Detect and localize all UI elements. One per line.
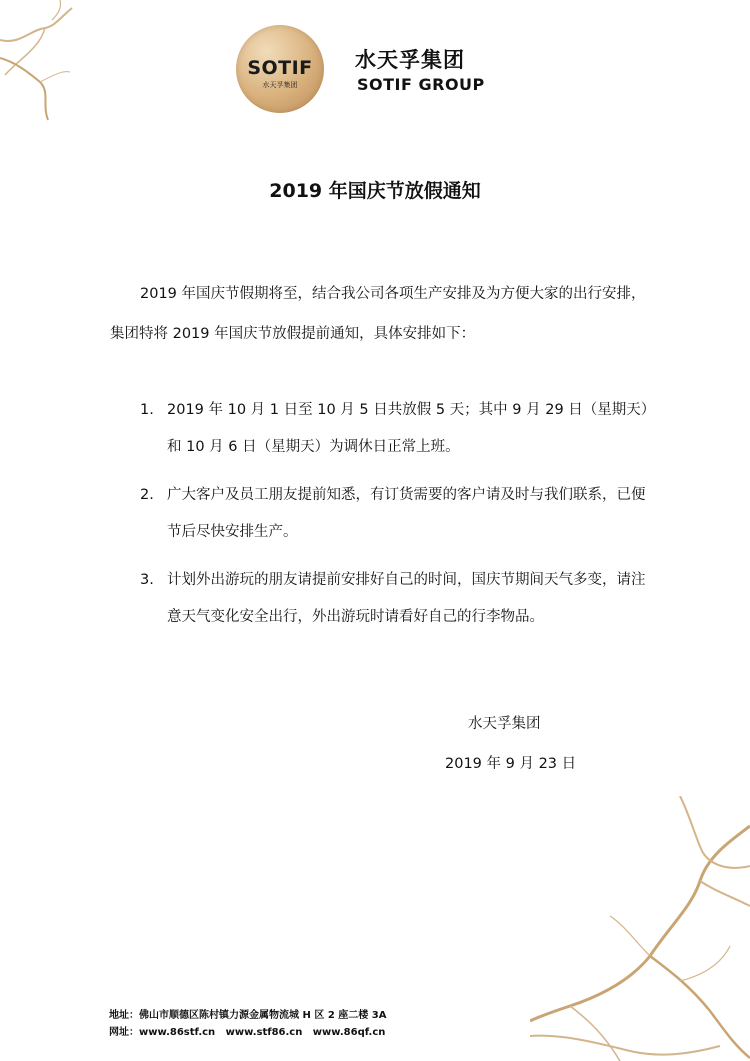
list-item bbox=[140, 562, 650, 636]
list-item bbox=[140, 477, 650, 551]
document-title: 2019 年国庆节放假通知 bbox=[269, 180, 481, 202]
list-number: 3. bbox=[140, 572, 154, 588]
company-logo bbox=[236, 25, 324, 113]
signature-organization: 水天孚集团 bbox=[468, 716, 541, 732]
footer-website: 网址：www.86stf.cn www.stf86.cn www.86qf.cn bbox=[109, 1027, 386, 1038]
logo-mark-text: SOTIF bbox=[247, 57, 313, 79]
gold-vein-decoration-bottom-right bbox=[530, 796, 750, 1061]
arrangement-list bbox=[140, 392, 650, 636]
list-number: 1. bbox=[140, 402, 154, 418]
company-name-en: SOTIF GROUP bbox=[357, 75, 485, 94]
list-item-text: 2019 年 10 月 1 日至 10 月 5 日共放假 5 天；其中 9 月 29 日（星期天）和 10 月 6 日（星期天）为调休日正常上班。 bbox=[167, 402, 649, 455]
footer bbox=[109, 1007, 386, 1041]
footer-address: 地址：佛山市顺德区陈村镇力源金属物流城 H 区 2 座二楼 3A bbox=[109, 1010, 387, 1021]
gold-vein-decoration-top-left bbox=[0, 0, 90, 130]
intro-paragraph: 2019 年国庆节假期将至，结合我公司各项生产安排及为方便大家的出行安排，集团特将 2019 年国庆节放假提前通知，具体安排如下： bbox=[110, 286, 646, 342]
list-number: 2. bbox=[140, 487, 154, 503]
company-name-cn: 水天孚集团 bbox=[355, 48, 465, 72]
list-item-text: 计划外出游玩的朋友请提前安排好自己的时间，国庆节期间天气多变，请注意天气变化安全出行，外出游玩时请看好自己的行李物品。 bbox=[167, 572, 646, 625]
signature-date: 2019 年 9 月 23 日 bbox=[445, 756, 577, 772]
list-item bbox=[140, 392, 650, 466]
list-item-text: 广大客户及员工朋友提前知悉，有订货需要的客户请及时与我们联系，已便节后尽快安排生产。 bbox=[167, 487, 646, 540]
logo-sub-text: 水天孚集团 bbox=[262, 81, 298, 89]
